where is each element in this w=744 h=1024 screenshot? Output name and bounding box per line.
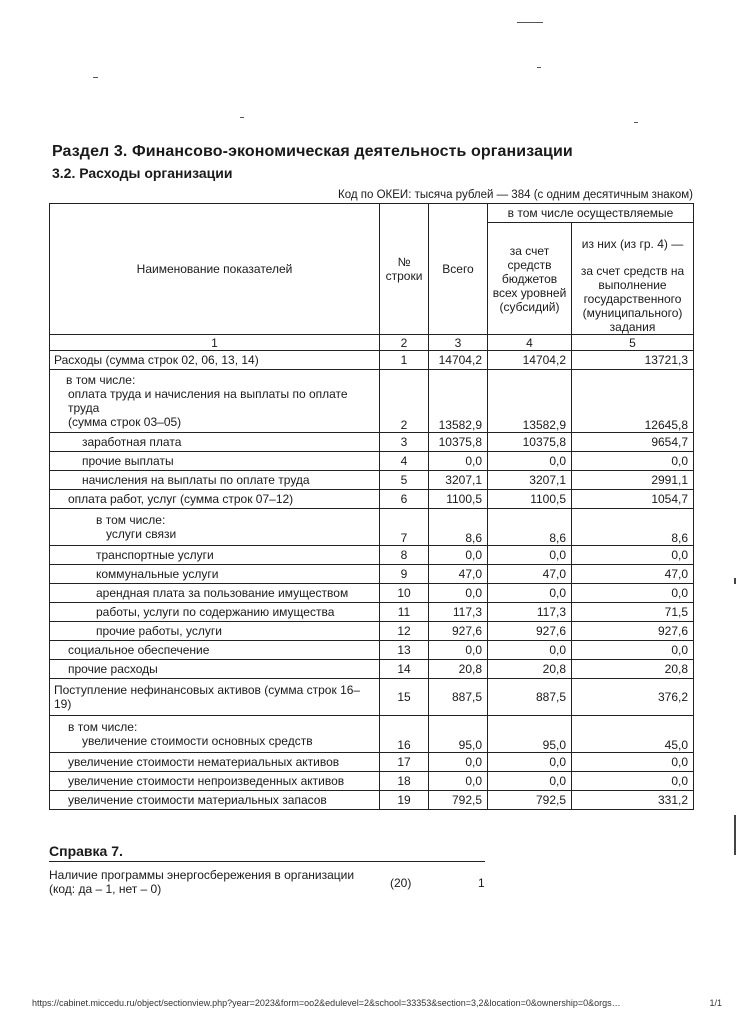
municipal-task-value: 0,0 bbox=[572, 546, 694, 565]
municipal-task-value: 0,0 bbox=[572, 753, 694, 772]
municipal-task-value: 0,0 bbox=[572, 452, 694, 471]
spravka-title: Справка 7. bbox=[49, 843, 123, 859]
okei-unit-note: Код по ОКЕИ: тысяча рублей — 384 (с одним десятичным знаком) bbox=[338, 189, 693, 201]
total-value: 927,6 bbox=[429, 622, 488, 641]
column-index: 1 bbox=[50, 335, 380, 351]
table-header-row bbox=[50, 204, 694, 223]
budget-value: 20,8 bbox=[488, 660, 572, 679]
municipal-task-value: 331,2 bbox=[572, 791, 694, 810]
municipal-task-value: 71,5 bbox=[572, 603, 694, 622]
total-value: 20,8 bbox=[429, 660, 488, 679]
row-number: 14 bbox=[380, 660, 429, 679]
table-row bbox=[50, 490, 694, 509]
table-row bbox=[50, 509, 694, 546]
budget-value: 8,6 bbox=[488, 509, 572, 546]
municipal-task-value: 927,6 bbox=[572, 622, 694, 641]
row-number: 19 bbox=[380, 791, 429, 810]
row-name-line: в том числе: bbox=[96, 513, 166, 527]
row-name bbox=[50, 490, 380, 509]
footer-page-number: 1/1 bbox=[709, 998, 722, 1008]
row-name-line: начисления на выплаты по оплате труда bbox=[82, 473, 310, 487]
row-name bbox=[50, 584, 380, 603]
table-row bbox=[50, 471, 694, 490]
row-name-line: транспортные услуги bbox=[96, 548, 214, 562]
row-name bbox=[50, 471, 380, 490]
row-name bbox=[50, 452, 380, 471]
table-row bbox=[50, 716, 694, 753]
total-value: 0,0 bbox=[429, 546, 488, 565]
budget-value: 47,0 bbox=[488, 565, 572, 584]
row-name bbox=[50, 660, 380, 679]
row-name bbox=[50, 603, 380, 622]
row-name-line: (сумма строк 03–05) bbox=[68, 415, 182, 429]
table-row bbox=[50, 351, 694, 370]
header-total: Всего bbox=[429, 204, 488, 335]
row-number: 9 bbox=[380, 565, 429, 584]
header-including: в том числе осуществляемые bbox=[488, 204, 694, 223]
table-row bbox=[50, 772, 694, 791]
spravka-divider bbox=[49, 861, 485, 862]
row-name-line: арендная плата за пользование имуществом bbox=[96, 586, 349, 600]
budget-value: 927,6 bbox=[488, 622, 572, 641]
row-number: 17 bbox=[380, 753, 429, 772]
row-name bbox=[50, 791, 380, 810]
table-row bbox=[50, 546, 694, 565]
budget-value: 0,0 bbox=[488, 452, 572, 471]
total-value: 117,3 bbox=[429, 603, 488, 622]
municipal-task-value: 47,0 bbox=[572, 565, 694, 584]
column-index: 3 bbox=[429, 335, 488, 351]
row-name-line: Поступление нефинансовых активов (сумма строк 16–19) bbox=[54, 683, 361, 711]
table-row bbox=[50, 622, 694, 641]
row-name bbox=[50, 716, 380, 753]
column-index-row bbox=[50, 335, 694, 351]
total-value: 0,0 bbox=[429, 584, 488, 603]
budget-value: 0,0 bbox=[488, 753, 572, 772]
row-name-line: прочие работы, услуги bbox=[96, 624, 222, 638]
table-row bbox=[50, 753, 694, 772]
total-value: 0,0 bbox=[429, 772, 488, 791]
total-value: 0,0 bbox=[429, 641, 488, 660]
budget-value: 14704,2 bbox=[488, 351, 572, 370]
budget-value: 117,3 bbox=[488, 603, 572, 622]
print-footer bbox=[32, 998, 722, 1008]
row-name-line: оплата работ, услуг (сумма строк 07–12) bbox=[68, 492, 294, 506]
row-number: 2 bbox=[380, 370, 429, 433]
table-row bbox=[50, 452, 694, 471]
header-budget: за счет средств бюджетов всех уровней (субсидий) bbox=[488, 223, 572, 335]
row-number: 8 bbox=[380, 546, 429, 565]
row-name-line: в том числе: bbox=[68, 720, 138, 734]
total-value: 0,0 bbox=[429, 452, 488, 471]
total-value: 95,0 bbox=[429, 716, 488, 753]
scan-edge-mark bbox=[734, 578, 736, 584]
total-value: 8,6 bbox=[429, 509, 488, 546]
header-row-number: № строки bbox=[380, 204, 429, 335]
footer-url: https://cabinet.miccedu.ru/object/sectionview.php?year=2023&form=oo2&edulevel=2&school=33353&section=3,2&location=0&ownership=0&orgs… bbox=[32, 998, 621, 1008]
municipal-task-value: 45,0 bbox=[572, 716, 694, 753]
row-name bbox=[50, 509, 380, 546]
table-row bbox=[50, 565, 694, 584]
row-name-line: заработная плата bbox=[82, 435, 182, 449]
scan-edge-mark bbox=[734, 815, 736, 855]
total-value: 14704,2 bbox=[429, 351, 488, 370]
row-name bbox=[50, 622, 380, 641]
scan-speck bbox=[634, 122, 638, 123]
budget-value: 13582,9 bbox=[488, 370, 572, 433]
row-name-line: увеличение стоимости основных средств bbox=[82, 734, 313, 748]
table-row bbox=[50, 660, 694, 679]
row-name bbox=[50, 370, 380, 433]
column-index: 2 bbox=[380, 335, 429, 351]
budget-value: 0,0 bbox=[488, 584, 572, 603]
row-number: 12 bbox=[380, 622, 429, 641]
scan-speck bbox=[517, 22, 543, 23]
municipal-task-value: 12645,8 bbox=[572, 370, 694, 433]
row-name-line: коммунальные услуги bbox=[96, 567, 219, 581]
row-number: 6 bbox=[380, 490, 429, 509]
row-name-line: прочие расходы bbox=[68, 662, 158, 676]
row-number: 4 bbox=[380, 452, 429, 471]
total-value: 0,0 bbox=[429, 753, 488, 772]
header-municipal-task: за счет средств на выполнение государственного (муниципального) задания bbox=[572, 264, 694, 335]
municipal-task-value: 0,0 bbox=[572, 772, 694, 791]
budget-value: 0,0 bbox=[488, 772, 572, 791]
table-row bbox=[50, 641, 694, 660]
row-name bbox=[50, 546, 380, 565]
row-number: 11 bbox=[380, 603, 429, 622]
row-name bbox=[50, 772, 380, 791]
municipal-task-value: 0,0 bbox=[572, 584, 694, 603]
header-of-them: из них (из гр. 4) — bbox=[572, 223, 694, 265]
budget-value: 3207,1 bbox=[488, 471, 572, 490]
municipal-task-value: 9654,7 bbox=[572, 433, 694, 452]
row-number: 13 bbox=[380, 641, 429, 660]
table-row bbox=[50, 584, 694, 603]
scan-speck bbox=[537, 67, 541, 68]
table-row bbox=[50, 370, 694, 433]
budget-value: 95,0 bbox=[488, 716, 572, 753]
total-value: 13582,9 bbox=[429, 370, 488, 433]
row-number: 7 bbox=[380, 509, 429, 546]
municipal-task-value: 1054,7 bbox=[572, 490, 694, 509]
table-row bbox=[50, 679, 694, 716]
total-value: 10375,8 bbox=[429, 433, 488, 452]
row-name bbox=[50, 565, 380, 584]
expenses-table bbox=[49, 203, 694, 810]
row-name bbox=[50, 433, 380, 452]
total-value: 47,0 bbox=[429, 565, 488, 584]
municipal-task-value: 8,6 bbox=[572, 509, 694, 546]
row-name bbox=[50, 641, 380, 660]
row-name bbox=[50, 753, 380, 772]
scan-speck bbox=[93, 77, 98, 78]
row-number: 3 bbox=[380, 433, 429, 452]
total-value: 1100,5 bbox=[429, 490, 488, 509]
budget-value: 1100,5 bbox=[488, 490, 572, 509]
row-number: 10 bbox=[380, 584, 429, 603]
table-row bbox=[50, 791, 694, 810]
row-number: 15 bbox=[380, 679, 429, 716]
table-row bbox=[50, 433, 694, 452]
total-value: 887,5 bbox=[429, 679, 488, 716]
row-number: 5 bbox=[380, 471, 429, 490]
header-name: Наименование показателей bbox=[50, 204, 380, 335]
spravka-text: Наличие программы энергосбережения в организации (код: да – 1, нет – 0) bbox=[49, 868, 355, 896]
budget-value: 792,5 bbox=[488, 791, 572, 810]
row-name-line: Расходы (сумма строк 02, 06, 13, 14) bbox=[54, 353, 259, 367]
column-index: 5 bbox=[572, 335, 694, 351]
row-name-line: увеличение стоимости материальных запасов bbox=[68, 793, 327, 807]
row-number: 18 bbox=[380, 772, 429, 791]
row-number: 1 bbox=[380, 351, 429, 370]
budget-value: 0,0 bbox=[488, 641, 572, 660]
scan-speck bbox=[240, 117, 244, 118]
total-value: 792,5 bbox=[429, 791, 488, 810]
row-name-line: социальное обеспечение bbox=[68, 643, 210, 657]
row-name-line: услуги связи bbox=[106, 527, 177, 541]
row-name bbox=[50, 351, 380, 370]
column-index: 4 bbox=[488, 335, 572, 351]
municipal-task-value: 376,2 bbox=[572, 679, 694, 716]
section-title: Раздел 3. Финансово-экономическая деятельность организации bbox=[52, 143, 573, 160]
municipal-task-value: 13721,3 bbox=[572, 351, 694, 370]
row-number: 16 bbox=[380, 716, 429, 753]
row-name-line: увеличение стоимости нематериальных активов bbox=[68, 755, 340, 769]
municipal-task-value: 2991,1 bbox=[572, 471, 694, 490]
row-name-line: в том числе: bbox=[66, 373, 136, 387]
subsection-title: 3.2. Расходы организации bbox=[52, 165, 233, 181]
row-name-line: прочие выплаты bbox=[82, 454, 174, 468]
budget-value: 10375,8 bbox=[488, 433, 572, 452]
municipal-task-value: 0,0 bbox=[572, 641, 694, 660]
row-name-line: увеличение стоимости непроизведенных активов bbox=[68, 774, 345, 788]
spravka-code: (20) bbox=[390, 876, 412, 890]
municipal-task-value: 20,8 bbox=[572, 660, 694, 679]
row-name bbox=[50, 679, 380, 716]
total-value: 3207,1 bbox=[429, 471, 488, 490]
row-name-line: оплата труда и начисления на выплаты по оплате труда bbox=[68, 387, 348, 415]
row-name-line: работы, услуги по содержанию имущества bbox=[96, 605, 335, 619]
budget-value: 0,0 bbox=[488, 546, 572, 565]
spravka-value: 1 bbox=[478, 876, 485, 890]
table-row bbox=[50, 603, 694, 622]
budget-value: 887,5 bbox=[488, 679, 572, 716]
